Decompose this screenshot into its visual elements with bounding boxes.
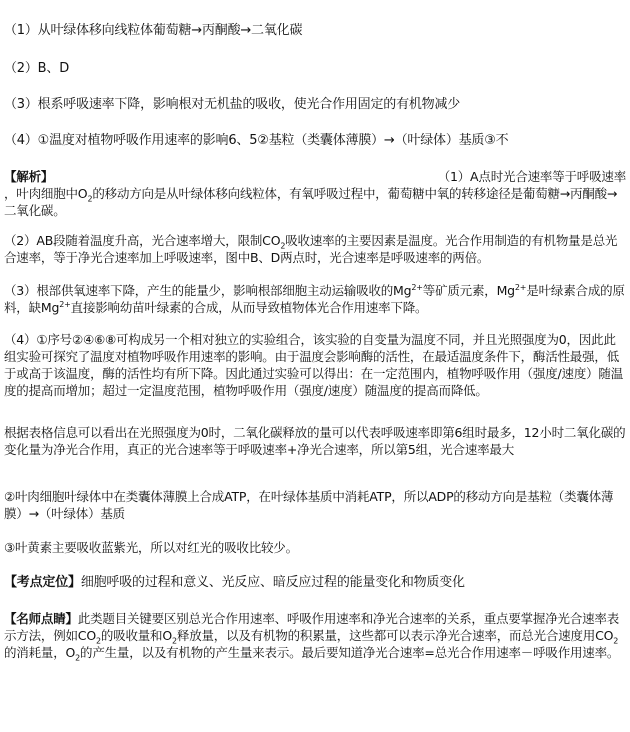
analysis-p3-text-c: 是叶绿素合成的原料，缺Mg bbox=[4, 283, 625, 315]
mingshi-text-2: 的吸收量和O bbox=[100, 628, 172, 643]
superscript: 2+ bbox=[514, 282, 527, 292]
mingshi-text-4: 的消耗量，O bbox=[4, 645, 76, 660]
answer-2: （2）B、D bbox=[4, 61, 69, 76]
subscript: 2 bbox=[280, 241, 286, 251]
analysis-p3-text-a: （3）根部供氧速率下降，产生的能量少，影响根部细胞主动运输吸收的Mg bbox=[4, 283, 412, 298]
mingshi-tag: 【名师点睛】 bbox=[4, 611, 78, 626]
analysis-p1-text-a: ，叶肉细胞中O bbox=[4, 186, 88, 201]
analysis-paragraph-3 bbox=[4, 282, 626, 316]
subscript: 2 bbox=[95, 636, 101, 646]
answer-1: （1）从叶绿体移向线粒体葡萄糖→丙酮酸→二氧化碳 bbox=[4, 23, 303, 38]
analysis-p2-text-a: （2）AB段随着温度升高，光合速率增大，限制CO bbox=[4, 233, 281, 248]
mingshi-text-3: 释放量，以及有机物的积累量，这些都可以表示净光合速率，而总光合速度用CO bbox=[176, 628, 614, 643]
analysis-paragraph-5: 根据表格信息可以看出在光照强度为0时，二氧化碳释放的量可以代表呼吸速率即第6组时最多，12小时二氧化碳的变化量为净光合作用，真正的光合速率等于呼吸速率+净光合速率，所以第5组，光合速率最大 bbox=[4, 425, 626, 457]
analysis-paragraph-6: ②叶肉细胞叶绿体中在类囊体薄膜上合成ATP，在叶绿体基质中消耗ATP，所以ADP的移动方向是基粒（类囊体薄膜）→（叶绿体）基质 bbox=[4, 489, 614, 521]
answer-4: （4）①温度对植物呼吸作用速率的影响6、5②基粒（类囊体薄膜）→（叶绿体）基质③不 bbox=[4, 133, 509, 148]
analysis-paragraph-4: （4）①序号②④⑥⑧可构成另一个相对独立的实验组合，该实验的自变量为温度不同，并且光照强度为0，因此此组实验可探究了温度对植物呼吸作用速率的影响。由于温度会影响酶的活性，在最适温度条件下，酶活性最强，低于或高于该温度，酶的活性均有所下降。因此通过实验可以得出：在一定范围内，植物呼吸作用（强度/速度）随温度的提高而增加；超过一定温度范围，植物呼吸作用（强度/速度）随温度的提高而降低。 bbox=[4, 332, 624, 398]
answer-3: （3）根系呼吸速率下降，影响根对无机盐的吸收，使光合作用固定的有机物减少 bbox=[4, 97, 461, 112]
analysis-paragraph-7: ③叶黄素主要吸收蓝紫光，所以对红光的吸收比较少。 bbox=[4, 540, 298, 555]
analysis-p1-text-b: 的移动方向是从叶绿体移向线粒体，有氧呼吸过程中，葡萄糖中氧的转移途径是葡萄糖→丙酮酸→二氧化碳。 bbox=[4, 186, 618, 218]
mingshi-text-5: 的产生量，以及有机物的产生量来表示。最后要知道净光合速率=总光合作用速率－呼吸作用速率。 bbox=[80, 645, 620, 660]
mingshi-section bbox=[4, 610, 626, 661]
kaodian-text: 细胞呼吸的过程和意义、光反应、暗反应过程的能量变化和物质变化 bbox=[80, 575, 465, 590]
subscript: 2 bbox=[75, 653, 81, 663]
mingshi-text-1: 此类题目关键要区别总光合作用速率、呼吸作用速率和净光合速率的关系，重点要掌握净光合速率表示方法，例如CO bbox=[4, 611, 620, 643]
superscript: 2+ bbox=[59, 299, 71, 309]
analysis-tag: 【解析】 bbox=[4, 169, 54, 184]
subscript: 2 bbox=[87, 194, 93, 204]
analysis-paragraph-2 bbox=[4, 232, 626, 266]
analysis-p1-heading: （1）A点时光合速率等于呼吸速率 bbox=[437, 169, 626, 184]
subscript: 2 bbox=[613, 636, 619, 646]
analysis-p3-text-d: 直接影响幼苗叶绿素的合成，从而导致植物体光合作用速率下降。 bbox=[70, 300, 428, 315]
kaodian-tag: 【考点定位】 bbox=[4, 575, 81, 590]
kaodian-section bbox=[4, 574, 626, 591]
superscript: 2+ bbox=[411, 282, 423, 292]
subscript: 2 bbox=[172, 636, 177, 646]
analysis-p3-text-b: 等矿质元素，Mg bbox=[422, 283, 515, 298]
analysis-p2-text-b: 吸收速率的主要因素是温度。光合作用制造的有机物量是总光合速率，等于净光合速率加上呼吸速率，图中B、D两点时，光合速率是呼吸速率的两倍。 bbox=[4, 233, 618, 265]
analysis-paragraph-1 bbox=[4, 168, 626, 219]
